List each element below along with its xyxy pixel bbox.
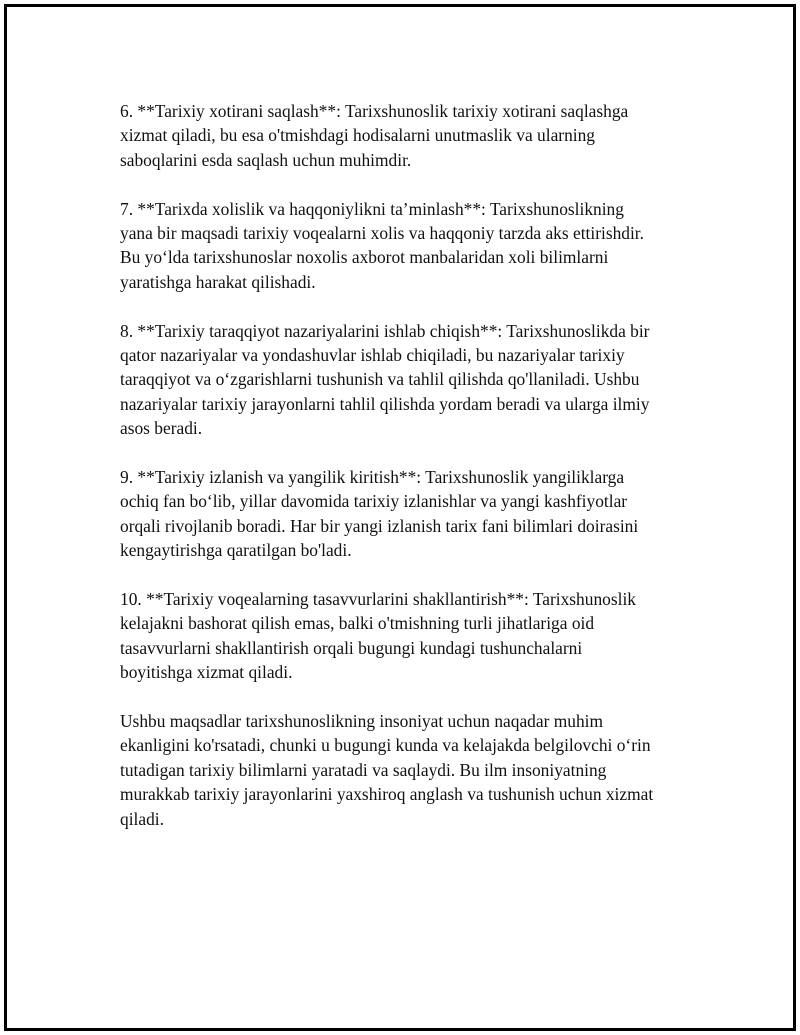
paragraph-6-historical-memory <box>120 99 700 172</box>
paragraph-line: saboqlarini esda saqlash uchun muhimdir. <box>120 149 412 170</box>
paragraph-line: ekanligini ko'rsatadi, chunki u bugungi kunda va kelajakda belgilovchi o‘rin <box>120 735 651 756</box>
paragraph-line: qator nazariyalar va yondashuvlar ishlab chiqiladi, bu nazariyalar tarixiy <box>120 345 625 366</box>
paragraph-line: xizmat qiladi, bu esa o'tmishdagi hodisalarni unutmaslik va ularning <box>120 125 596 146</box>
paragraph-7-objectivity <box>120 197 700 295</box>
paragraph-line: 10. **Tarixiy voqealarning tasavvurlarini shakllantirish**: Tarixshunoslik <box>120 589 636 610</box>
paragraph-line: yaratishga harakat qilishadi. <box>120 271 316 292</box>
paragraph-line: kengaytirishga qaratilgan bo'ladi. <box>120 540 352 561</box>
paragraph-9-research-innovation <box>120 465 700 563</box>
paragraph-line: tasavvurlarni shakllantirish orqali bugungi kundagi tushunchalarni <box>120 637 583 658</box>
paragraph-line: Bu yo‘lda tarixshunoslar noxolis axborot manbalaridan xoli bilimlarni <box>120 247 609 268</box>
paragraph-line: taraqqiyot va o‘zgarishlarni tushunish va tahlil qilishda qo'llaniladi. Ushbu <box>120 369 640 390</box>
paragraph-line: asos beradi. <box>120 418 203 439</box>
paragraph-line: murakkab tarixiy jarayonlarini yaxshiroq anglash va tushunish uchun xizmat <box>120 784 654 805</box>
paragraph-line: kelajakni bashorat qilish emas, balki o'tmishning turli jihatlariga oid <box>120 613 595 634</box>
paragraph-line: 6. **Tarixiy xotirani saqlash**: Tarixshunoslik tarixiy xotirani saqlashga <box>120 101 629 121</box>
paragraph-line: ochiq fan bo‘lib, yillar davomida tarixiy izlanishlar va yangi kashfiyotlar <box>120 491 628 512</box>
paragraph-line: qiladi. <box>120 808 164 829</box>
paragraph-line: yana bir maqsadi tarixiy voqealarni xolis va haqqoniy tarzda aks ettirishdir. <box>120 223 644 244</box>
page-frame <box>4 4 796 1031</box>
paragraph-line: boyitishga xizmat qiladi. <box>120 662 293 683</box>
paragraph-line: tutadigan tarixiy bilimlarni yaratadi va saqlaydi. Bu ilm insoniyatning <box>120 759 607 780</box>
paragraph-10-perceptions <box>120 587 700 685</box>
paragraph-line: orqali rivojlanib boradi. Har bir yangi izlanish tarix fani bilimlari doirasini <box>120 515 639 536</box>
paragraph-conclusion <box>120 709 700 831</box>
paragraph-line: 8. **Tarixiy taraqqiyot nazariyalarini ishlab chiqish**: Tarixshunoslikda bir <box>120 320 650 341</box>
paragraph-line: nazariyalar tarixiy jarayonlarni tahlil qilishda yordam beradi va ularga ilmiy <box>120 393 650 414</box>
paragraph-line: 7. **Tarixda xolislik va haqqoniylikni ta’minlash**: Tarixshunoslikning <box>120 198 624 219</box>
paragraph-line: 9. **Tarixiy izlanish va yangilik kiritish**: Tarixshunoslik yangiliklarga <box>120 467 625 488</box>
paragraph-8-development-theories <box>120 319 700 441</box>
document-body <box>120 99 700 856</box>
paragraph-line: Ushbu maqsadlar tarixshunoslikning insoniyat uchun naqadar muhim <box>120 711 603 732</box>
